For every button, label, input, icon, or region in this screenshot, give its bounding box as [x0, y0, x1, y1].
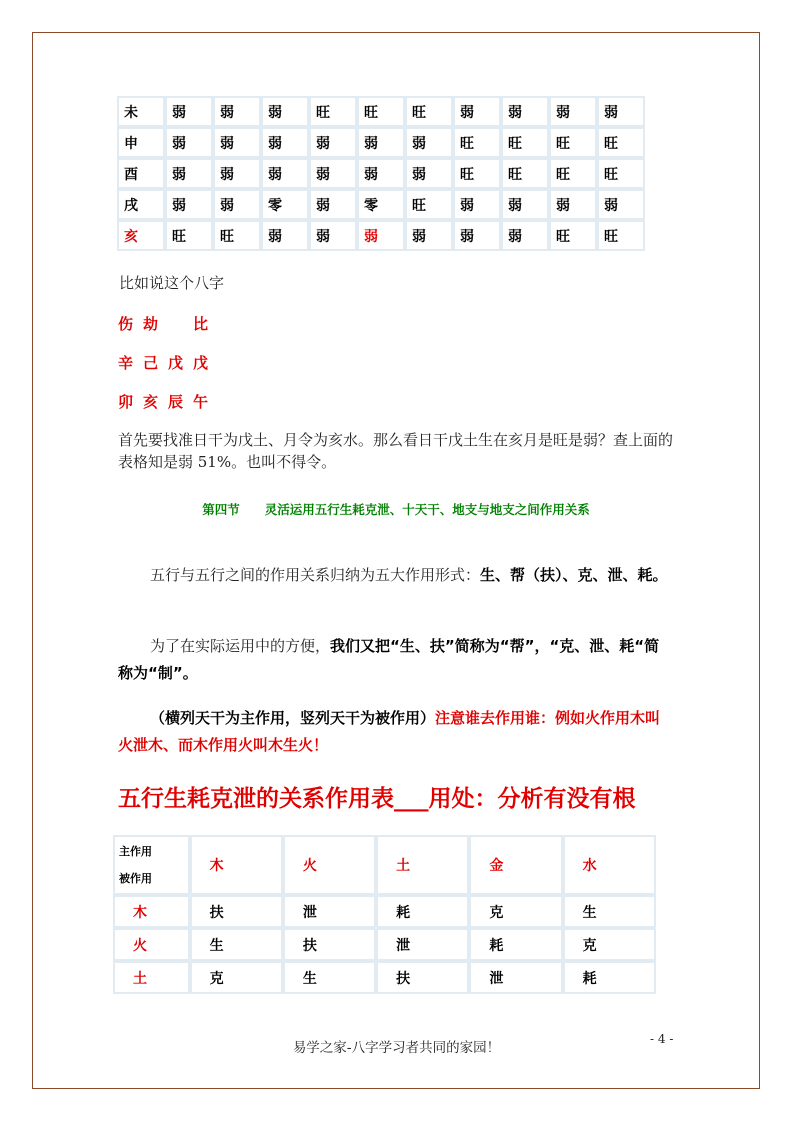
table-cell: 弱 — [309, 189, 357, 220]
table-cell: 旺 — [597, 127, 645, 158]
page-number: - 4 - — [650, 1032, 674, 1046]
table-cell: 生 — [190, 928, 283, 961]
bold-text: 我们又把“生、扶”简称为“帮”，“克、泄、耗“简称为“制”。 — [118, 637, 660, 682]
bazi-char: 伤 — [118, 315, 134, 333]
table-cell: 弱 — [213, 158, 261, 189]
table-cell: 旺 — [165, 220, 213, 251]
table-cell: 扶 — [190, 895, 283, 928]
table-cell: 旺 — [405, 96, 453, 127]
table-cell: 扶 — [376, 961, 469, 994]
table-cell: 弱 — [261, 220, 309, 251]
table-cell: 弱 — [213, 189, 261, 220]
table-cell: 弱 — [501, 220, 549, 251]
paragraph-five-forms — [118, 562, 674, 589]
bazi-char: 比 — [193, 315, 209, 333]
bazi-char: 劫 — [143, 315, 159, 333]
table-row — [117, 127, 645, 158]
table-row — [113, 961, 656, 994]
header-row — [113, 835, 656, 895]
table-cell: 弱 — [165, 189, 213, 220]
table-cell: 弱 — [357, 220, 405, 251]
bazi-char: 午 — [193, 393, 209, 411]
row-header-cell: 酉 — [117, 158, 165, 189]
table-cell: 弱 — [213, 96, 261, 127]
table-cell: 克 — [469, 895, 562, 928]
table-cell: 旺 — [597, 158, 645, 189]
table-cell: 旺 — [453, 127, 501, 158]
table-row — [117, 220, 645, 251]
big-title: 五行生耗克泄的关系作用表___用处：分析有没有根 — [118, 786, 636, 812]
bazi-char: 辰 — [168, 393, 184, 411]
paragraph-note — [118, 705, 674, 759]
corner-bottom-label: 被作用 — [119, 872, 152, 885]
table-cell: 弱 — [405, 220, 453, 251]
table-cell: 弱 — [597, 189, 645, 220]
table-row — [117, 96, 645, 127]
table-cell: 旺 — [501, 158, 549, 189]
table-cell: 泄 — [376, 928, 469, 961]
table-cell: 生 — [283, 961, 376, 994]
table-cell: 弱 — [261, 96, 309, 127]
intro-text: 比如说这个八字 — [119, 274, 225, 292]
bazi-char: 辛 — [118, 354, 134, 372]
table-cell: 弱 — [453, 189, 501, 220]
row-header-cell: 土 — [113, 961, 190, 994]
table-cell: 生 — [563, 895, 656, 928]
table-cell: 泄 — [469, 961, 562, 994]
table-cell: 弱 — [501, 189, 549, 220]
table-cell: 弱 — [453, 96, 501, 127]
table-cell: 弱 — [453, 220, 501, 251]
column-header-cell: 火 — [283, 835, 376, 895]
text: 五行与五行之间的作用关系归纳为五大作用形式： — [150, 566, 481, 584]
table-cell: 克 — [190, 961, 283, 994]
table-cell: 弱 — [165, 158, 213, 189]
bazi-char: 卯 — [118, 393, 134, 411]
table-cell: 克 — [563, 928, 656, 961]
column-header-cell: 水 — [563, 835, 656, 895]
table-cell: 弱 — [597, 96, 645, 127]
bazi-char: 亥 — [143, 393, 159, 411]
table-cell: 零 — [261, 189, 309, 220]
table-cell: 弱 — [309, 220, 357, 251]
bazi-shishen-row — [118, 313, 218, 334]
footer-text: 易学之家-八字学习者共同的家园！ — [292, 1040, 501, 1056]
table-cell: 耗 — [376, 895, 469, 928]
table-cell: 弱 — [165, 96, 213, 127]
text: 为了在实际运用中的方便， — [150, 637, 331, 655]
column-header-cell: 土 — [376, 835, 469, 895]
table-row — [117, 189, 645, 220]
table-row — [117, 158, 645, 189]
table-cell: 旺 — [357, 96, 405, 127]
table-cell: 旺 — [549, 127, 597, 158]
bazi-char: 己 — [143, 354, 159, 372]
column-header-cell: 金 — [469, 835, 562, 895]
table-cell: 弱 — [213, 127, 261, 158]
row-header-cell: 火 — [113, 928, 190, 961]
corner-top-label: 主作用 — [119, 845, 152, 858]
bold-text: 生、帮（扶）、克、泄、耗。 — [480, 566, 668, 584]
bazi-char: 戊 — [168, 354, 184, 372]
table-cell: 弱 — [549, 189, 597, 220]
table-row — [113, 895, 656, 928]
table-cell: 旺 — [597, 220, 645, 251]
table-cell: 弱 — [309, 127, 357, 158]
table-cell: 弱 — [309, 158, 357, 189]
row-header-cell: 木 — [113, 895, 190, 928]
table-cell: 旺 — [309, 96, 357, 127]
bazi-tiangan-row — [118, 352, 218, 373]
paragraph-analysis: 首先要找准日干为戊土、月令为亥水。那么看日干戊土生在亥月是旺是弱？查上面的表格知是弱 51%。也叫不得令。 — [118, 431, 674, 471]
bold-text: （横列天干为主作用，竖列天干为被作用） — [150, 709, 436, 727]
bazi-dizhi-row — [118, 391, 218, 412]
corner-cell — [113, 835, 190, 895]
wuxing-relation-table — [113, 835, 656, 994]
table-cell: 旺 — [501, 127, 549, 158]
table-cell: 旺 — [405, 189, 453, 220]
table-cell: 弱 — [357, 158, 405, 189]
bazi-char: 戊 — [193, 354, 209, 372]
table-row — [113, 928, 656, 961]
wangruo-table — [117, 96, 645, 251]
table-cell: 弱 — [165, 127, 213, 158]
row-header-cell: 戌 — [117, 189, 165, 220]
table-cell: 旺 — [213, 220, 261, 251]
table-cell: 旺 — [549, 220, 597, 251]
table-cell: 零 — [357, 189, 405, 220]
table-cell: 耗 — [469, 928, 562, 961]
table-cell: 弱 — [261, 158, 309, 189]
table-cell: 弱 — [501, 96, 549, 127]
paragraph-bang-zhi — [118, 633, 674, 687]
table-cell: 旺 — [453, 158, 501, 189]
bazi-char — [168, 313, 193, 334]
table-cell: 泄 — [283, 895, 376, 928]
column-header-cell: 木 — [190, 835, 283, 895]
table-cell: 弱 — [357, 127, 405, 158]
row-header-cell: 未 — [117, 96, 165, 127]
table-cell: 弱 — [405, 127, 453, 158]
table-cell: 弱 — [549, 96, 597, 127]
red-text: 注意谁去作用谁：例如火作用木叫火泄木、而木作用火叫木生火！ — [118, 709, 661, 754]
table-cell: 扶 — [283, 928, 376, 961]
table-cell: 旺 — [549, 158, 597, 189]
table-cell: 耗 — [563, 961, 656, 994]
row-header-cell: 亥 — [117, 220, 165, 251]
section-heading: 第四节 灵活运用五行生耗克泄、十天干、地支与地支之间作用关系 — [202, 502, 590, 517]
row-header-cell: 申 — [117, 127, 165, 158]
table-cell: 弱 — [261, 127, 309, 158]
table-cell: 弱 — [405, 158, 453, 189]
